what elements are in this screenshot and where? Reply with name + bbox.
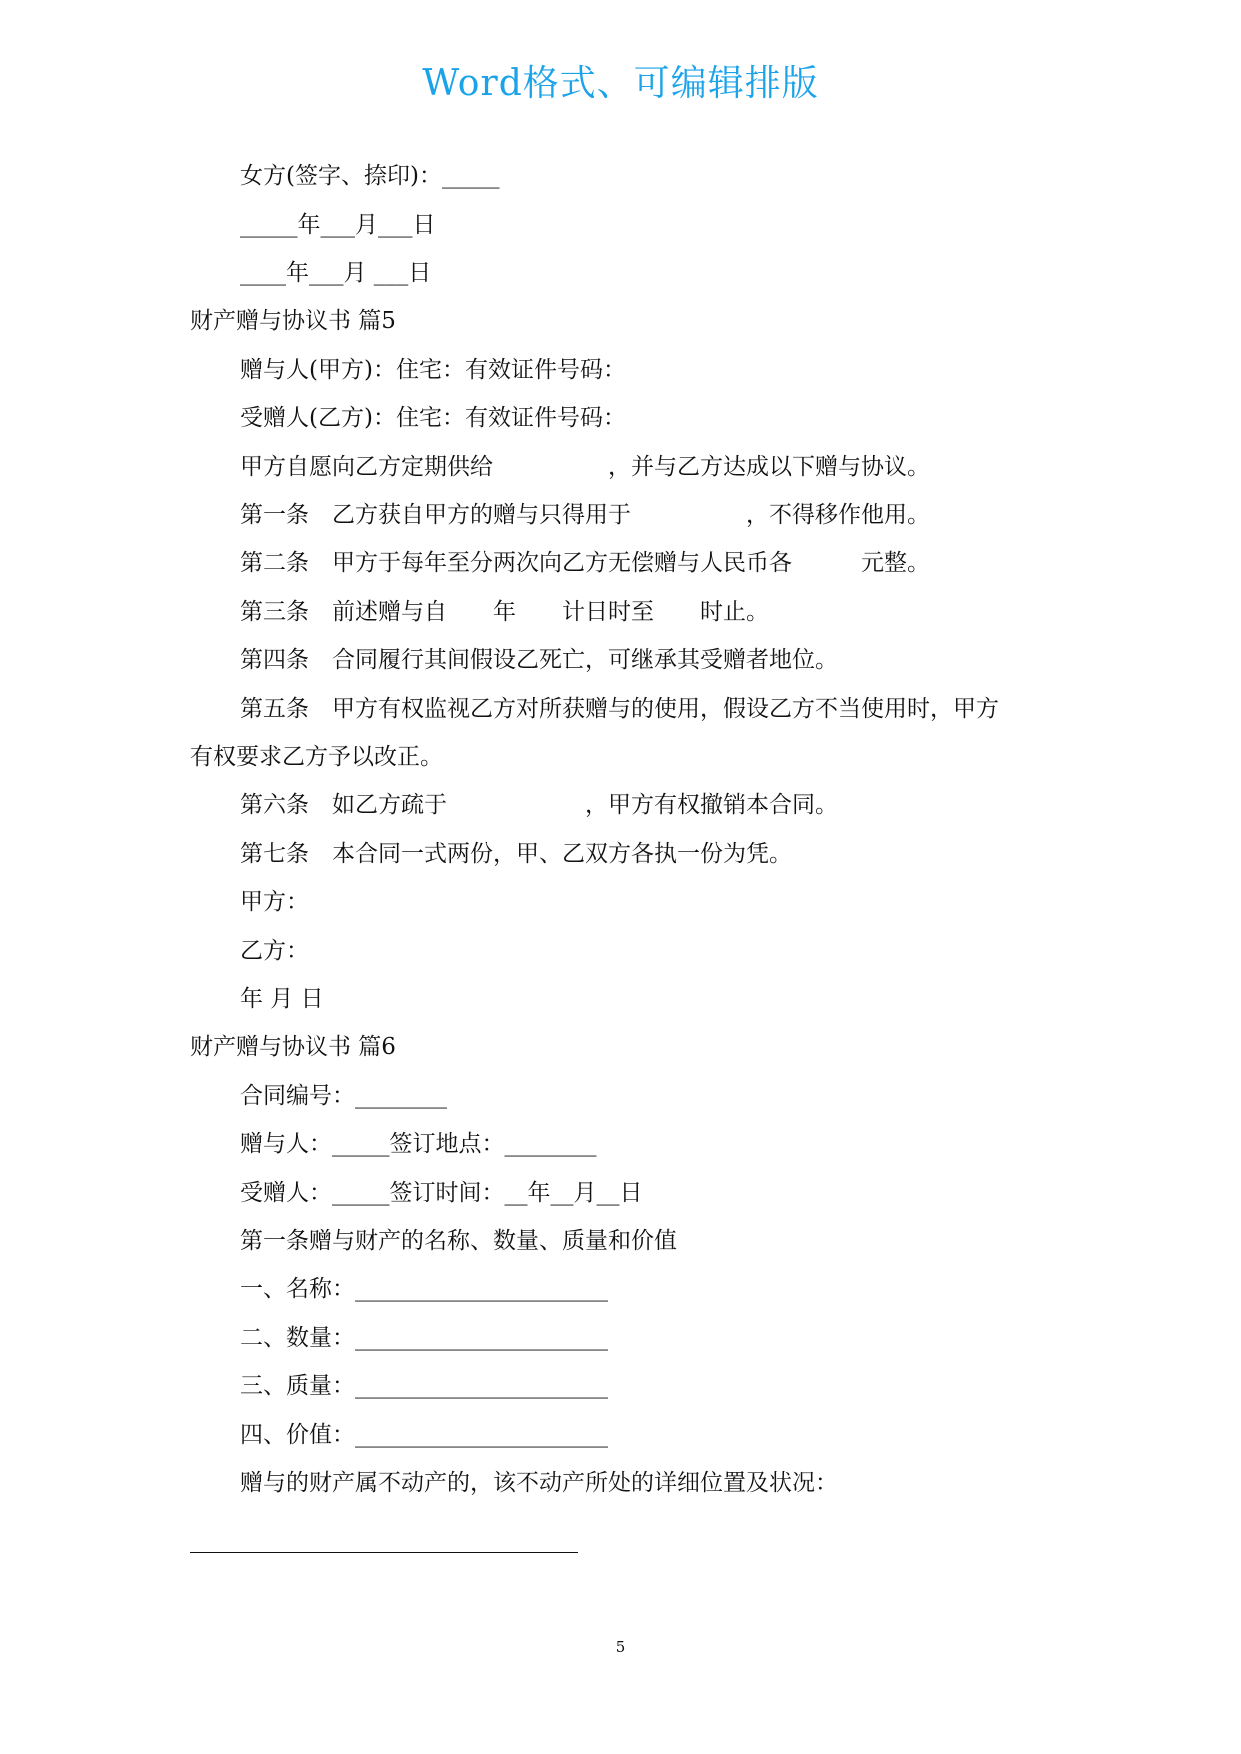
donor-place-line: 赠与人：_____签订地点：________ xyxy=(240,1131,597,1157)
text-line-date-2: ____年___月 ___日 xyxy=(240,260,432,286)
article-1-property-heading: 第一条赠与财产的名称、数量、质量和价值 xyxy=(240,1228,677,1254)
page-number: 5 xyxy=(615,1638,626,1656)
property-value-line: 四、价值：______________________ xyxy=(240,1422,608,1448)
property-name-line: 一、名称：______________________ xyxy=(240,1276,608,1302)
article-7: 第七条 本合同一式两份，甲、乙双方各执一份为凭。 xyxy=(240,841,792,867)
real-estate-line: 赠与的财产属不动产的，该不动产所处的详细位置及状况： xyxy=(240,1470,838,1496)
article-1: 第一条 乙方获自甲方的赠与只得用于 ，不得移作他用。 xyxy=(240,502,930,528)
article-6: 第六条 如乙方疏于 ，甲方有权撤销本合同。 xyxy=(240,792,838,818)
contract-number-line: 合同编号：________ xyxy=(240,1083,447,1109)
article-5-continued: 有权要求乙方予以改正。 xyxy=(190,744,443,770)
donee-time-line: 受赠人：_____签订时间：__年__月__日 xyxy=(240,1180,643,1206)
party-a-label: 甲方： xyxy=(240,889,309,915)
article-2: 第二条 甲方于每年至分两次向乙方无偿赠与人民币各 元整。 xyxy=(240,550,930,576)
article-3: 第三条 前述赠与自 年 计日时至 时止。 xyxy=(240,599,769,625)
party-b-label: 乙方： xyxy=(240,938,309,964)
text-line-signature-female: 女方(签字、捺印)：_____ xyxy=(240,163,500,189)
property-quality-line: 三、质量：______________________ xyxy=(240,1373,608,1399)
text-line-agreement-intro: 甲方自愿向乙方定期供给 ，并与乙方达成以下赠与协议。 xyxy=(240,454,930,480)
text-line-date-1: _____年___月___日 xyxy=(240,212,436,238)
section-heading-6: 财产赠与协议书 篇6 xyxy=(190,1034,396,1060)
section-heading-5: 财产赠与协议书 篇5 xyxy=(190,308,396,334)
text-line-donor: 赠与人(甲方)：住宅：有效证件号码： xyxy=(240,357,626,383)
blank-underline xyxy=(190,1552,578,1553)
article-4: 第四条 合同履行其间假设乙死亡，可继承其受赠者地位。 xyxy=(240,647,838,673)
property-quantity-line: 二、数量：______________________ xyxy=(240,1325,608,1351)
text-line-donee: 受赠人(乙方)：住宅：有效证件号码： xyxy=(240,405,626,431)
article-5: 第五条 甲方有权监视乙方对所获赠与的使用，假设乙方不当使用时，甲方 xyxy=(240,696,999,722)
date-label: 年 月 日 xyxy=(240,986,324,1012)
document-header-title: Word格式、可编辑排版 xyxy=(422,63,819,104)
